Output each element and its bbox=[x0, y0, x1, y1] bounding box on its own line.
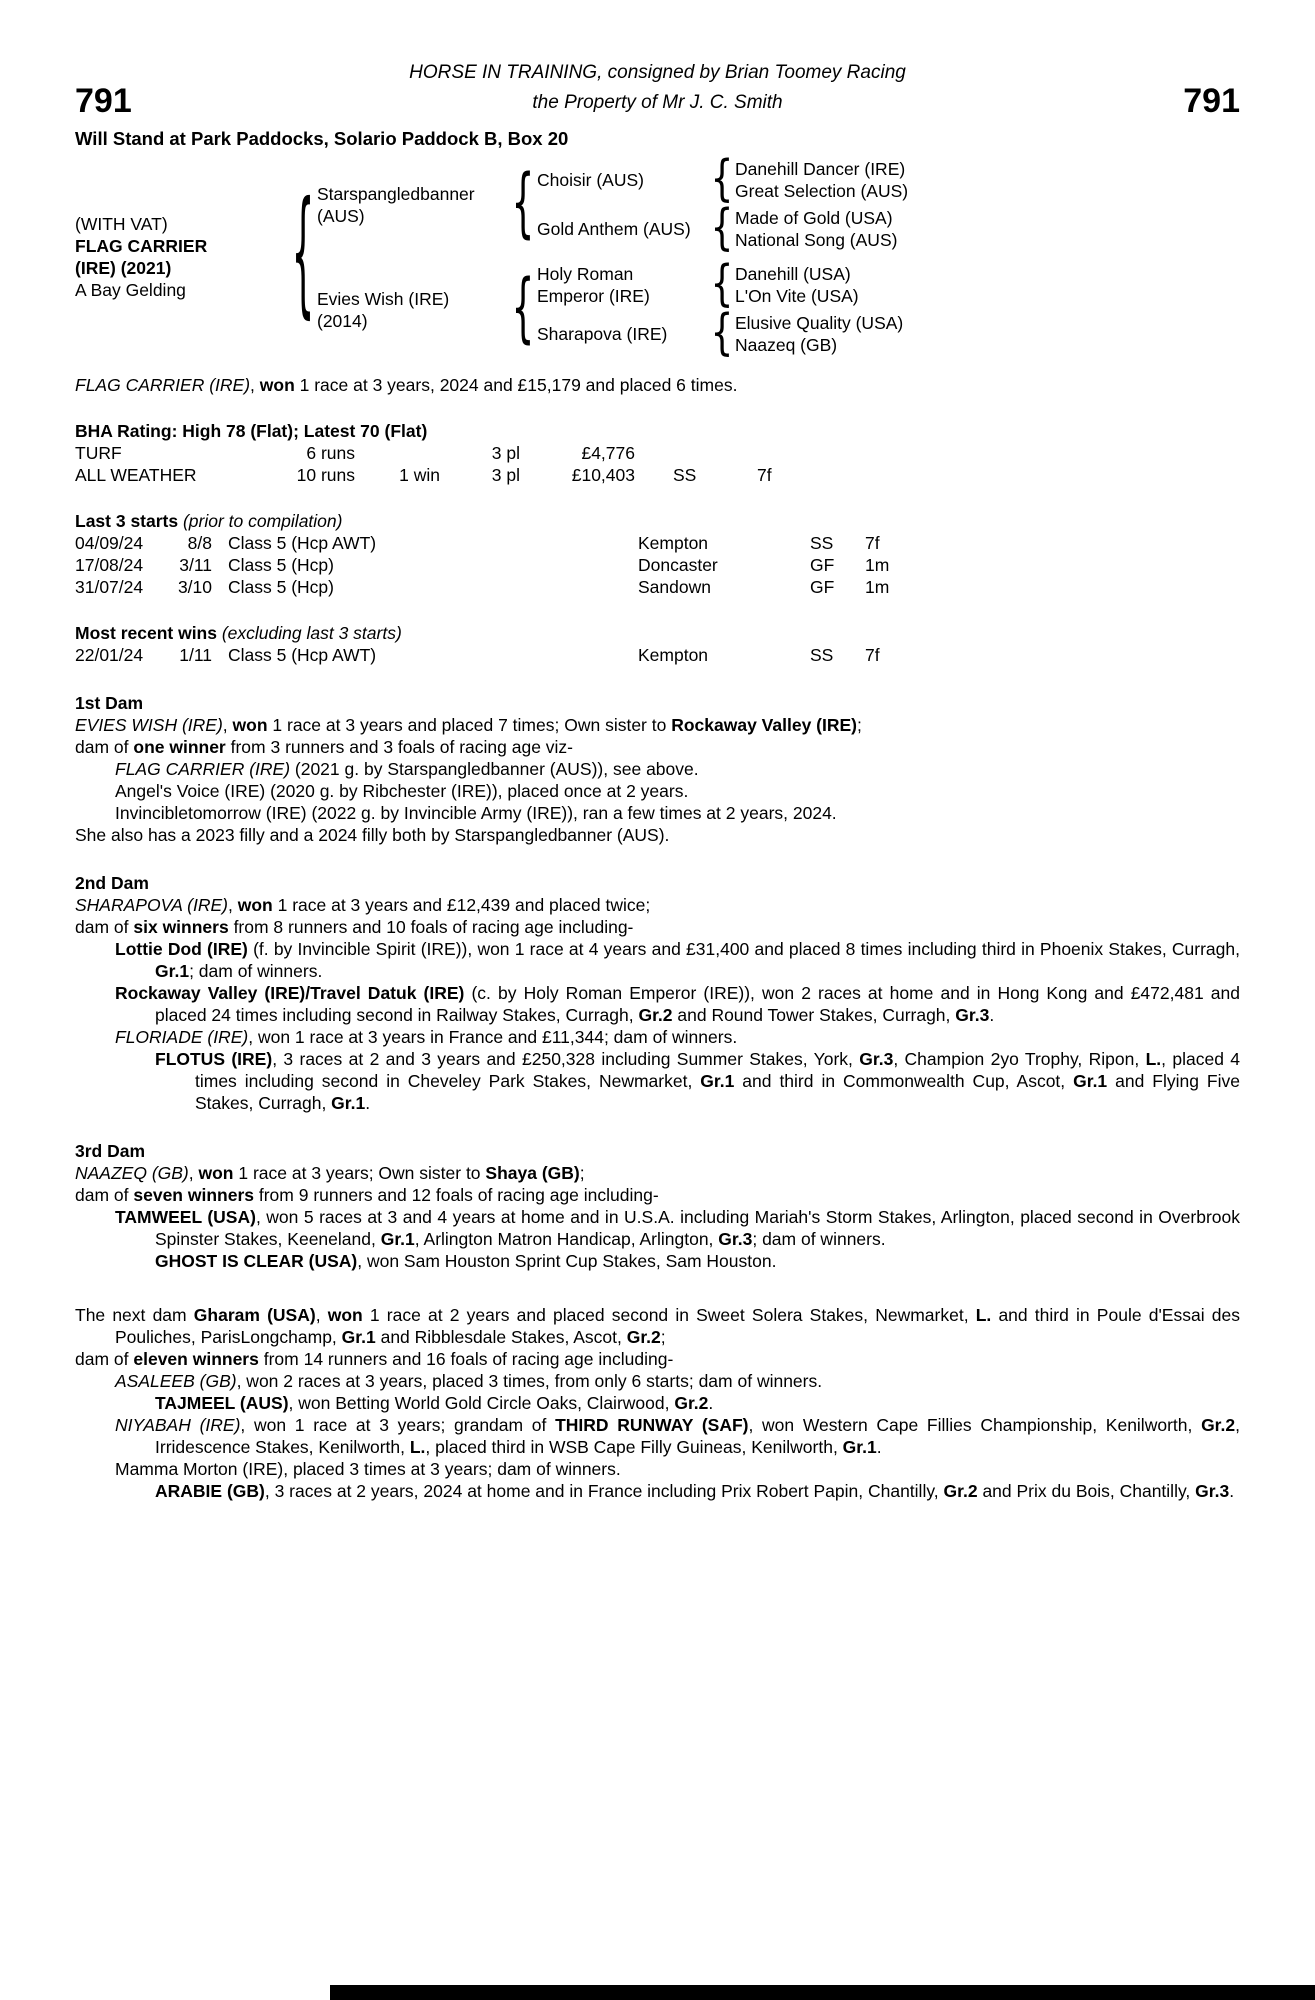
form-cell-course: Kempton bbox=[638, 533, 709, 553]
dam-dam-block bbox=[533, 305, 1240, 361]
ggp-name: Danehill (USA) bbox=[735, 264, 851, 284]
text-run: , placed third in WSB Cape Filly Guineas, Kenilworth, bbox=[425, 1437, 843, 1457]
text-run: Gr.2 bbox=[943, 1481, 978, 1501]
text-run: FLAG CARRIER (IRE) bbox=[75, 375, 251, 395]
ggp-name: Made of Gold (USA) bbox=[735, 208, 893, 228]
text-run: dam of bbox=[75, 1185, 134, 1205]
sire-sire-name bbox=[533, 169, 713, 191]
text-run: Gr.3 bbox=[859, 1049, 894, 1069]
text-run: , Arlington Matron Handicap, Arlington, bbox=[414, 1229, 719, 1249]
text-run: (prior to compilation) bbox=[178, 511, 343, 531]
text-run: , 3 races at 2 years, 2024 at home and in France including Prix Robert Papin, Chantilly, bbox=[264, 1481, 944, 1501]
text-run: , bbox=[315, 1305, 328, 1325]
text-run: won bbox=[198, 1163, 234, 1183]
form-cell-date: 31/07/24 bbox=[75, 577, 144, 597]
stats-cell-runs: 6 runs bbox=[306, 443, 355, 463]
lot-number-right: 791 bbox=[1183, 82, 1240, 120]
sire-branch bbox=[313, 151, 1240, 256]
text-run: won bbox=[237, 895, 273, 915]
dam-sire-name bbox=[533, 263, 713, 307]
pedigree-paragraph bbox=[75, 1206, 1240, 1250]
form-cell-pos: 3/11 bbox=[179, 555, 212, 575]
ggp-name: Danehill Dancer (IRE) bbox=[735, 159, 906, 179]
text-run: from 14 runners and 16 foals of racing age including- bbox=[258, 1349, 674, 1369]
sire-dam-parents bbox=[731, 207, 1240, 251]
text-run: Lottie Dod (IRE) bbox=[115, 939, 248, 959]
property-line: the Property of Mr J. C. Smith bbox=[532, 92, 783, 113]
text-run: Gr.2 bbox=[626, 1327, 661, 1347]
pedigree-paragraph bbox=[75, 1048, 1240, 1114]
form-section-heading bbox=[75, 510, 1240, 532]
text-run: NIYABAH (IRE) bbox=[115, 1415, 241, 1435]
form-row bbox=[75, 554, 1240, 576]
form-cell-date: 04/09/24 bbox=[75, 533, 144, 553]
form-cell-pos: 8/8 bbox=[187, 533, 212, 553]
form-cell-race: Class 5 (Hcp AWT) bbox=[228, 645, 377, 665]
text-run: Gr.2 bbox=[638, 1005, 673, 1025]
text-run: , bbox=[250, 375, 260, 395]
form-cell-going: GF bbox=[810, 555, 835, 575]
dam-dam-line1: Sharapova (IRE) bbox=[537, 324, 668, 344]
form-section bbox=[75, 510, 1240, 598]
text-run: L. bbox=[409, 1437, 426, 1457]
text-run: Rockaway Valley (IRE)/Travel Datuk (IRE) bbox=[115, 983, 465, 1003]
text-run: seven winners bbox=[133, 1185, 254, 1205]
dam-sire-brace: { bbox=[710, 256, 734, 312]
text-run: and Prix du Bois, Chantilly, bbox=[977, 1481, 1196, 1501]
text-run: , won 1 race at 3 years; grandam of bbox=[240, 1415, 556, 1435]
text-run: The next dam bbox=[75, 1305, 194, 1325]
text-run: , won Western Cape Fillies Championship, Kenilworth, bbox=[748, 1415, 1202, 1435]
page-edge-bar bbox=[330, 1985, 1315, 2000]
text-run: , Irridescence Stakes, Kenilworth, bbox=[155, 1415, 1240, 1457]
text-run: . bbox=[876, 1437, 882, 1457]
text-run: THIRD RUNWAY (SAF) bbox=[555, 1415, 749, 1435]
text-run: Invincibletomorrow (IRE) (2022 g. by Invincible Army (IRE)), ran a few times at 2 years, 2024. bbox=[115, 803, 837, 823]
text-run: NAAZEQ (GB) bbox=[75, 1163, 189, 1183]
pedigree-paragraph bbox=[75, 758, 1240, 780]
text-run: 1 race at 2 years and placed second in Sweet Solera Stakes, Newmarket, bbox=[362, 1305, 976, 1325]
horse-name: FLAG CARRIER bbox=[75, 236, 208, 256]
text-run: ASALEEB (GB) bbox=[115, 1371, 237, 1391]
text-run: and third in Poule d'Essai des Pouliches, ParisLongchamp, bbox=[115, 1305, 1240, 1347]
stats-cell-surface: ALL WEATHER bbox=[75, 465, 197, 485]
stats-row bbox=[75, 442, 1240, 464]
text-run: Last 3 starts bbox=[75, 511, 179, 531]
text-run: ; dam of winners. bbox=[189, 961, 323, 981]
form-cell-going: SS bbox=[810, 645, 834, 665]
stats-table bbox=[75, 442, 1240, 486]
form-cell-race: Class 5 (Hcp) bbox=[228, 555, 334, 575]
text-run: won bbox=[259, 375, 295, 395]
dam-heading: 1st Dam bbox=[75, 693, 144, 713]
text-run: She also has a 2023 filly and a 2024 filly both by Starspangledbanner (AUS). bbox=[75, 825, 670, 845]
text-run: . bbox=[989, 1005, 995, 1025]
text-run: Gr.3 bbox=[718, 1229, 753, 1249]
pedigree-paragraph bbox=[75, 1026, 1240, 1048]
pedigree-paragraph bbox=[75, 1162, 1240, 1184]
form-row bbox=[75, 644, 1240, 666]
form-cell-dist: 7f bbox=[865, 645, 880, 665]
text-run: TAMWEEL (USA) bbox=[115, 1207, 256, 1227]
text-run: Rockaway Valley (IRE) bbox=[671, 715, 857, 735]
pedigree-paragraph bbox=[75, 802, 1240, 824]
text-run: TAJMEEL (AUS) bbox=[155, 1393, 289, 1413]
text-run: and third in Commonwealth Cup, Ascot, bbox=[734, 1071, 1074, 1091]
stats-cell-runs: 10 runs bbox=[296, 465, 355, 485]
text-run: GHOST IS CLEAR (USA) bbox=[155, 1251, 358, 1271]
sire-sire-block bbox=[533, 151, 1240, 207]
consignor-line: HORSE IN TRAINING, consigned by Brian Toomey Racing bbox=[409, 62, 906, 83]
text-run: L. bbox=[975, 1305, 992, 1325]
pedigree-paragraph bbox=[75, 1304, 1240, 1348]
text-run: Most recent wins bbox=[75, 623, 217, 643]
form-cell-date: 22/01/24 bbox=[75, 645, 144, 665]
text-run: Gr.1 bbox=[331, 1093, 366, 1113]
pedigree-paragraph bbox=[75, 714, 1240, 736]
horse-description: A Bay Gelding bbox=[75, 280, 186, 300]
dam-sections bbox=[75, 692, 1240, 1502]
pedigree-paragraph bbox=[75, 916, 1240, 938]
text-run: Gr.1 bbox=[341, 1327, 376, 1347]
dam-section bbox=[75, 872, 1240, 1114]
dam-name-line1: Evies Wish (IRE) bbox=[317, 288, 450, 309]
sire-dam-name bbox=[533, 218, 713, 240]
dam-heading: 3rd Dam bbox=[75, 1141, 146, 1161]
text-run: L. bbox=[1145, 1049, 1162, 1069]
lot-number-left: 791 bbox=[75, 82, 132, 120]
form-cell-course: Sandown bbox=[638, 577, 711, 597]
stats-cell-going: SS bbox=[673, 465, 697, 485]
text-run: (2021 g. by Starspangledbanner (AUS)), see above. bbox=[290, 759, 699, 779]
text-run: , bbox=[188, 1163, 199, 1183]
dam-sire-parents bbox=[731, 263, 1240, 307]
text-run: one winner bbox=[133, 737, 226, 757]
form-cell-dist: 1m bbox=[865, 555, 890, 575]
ggp-name: Naazeq (GB) bbox=[735, 335, 838, 355]
form-section bbox=[75, 622, 1240, 666]
text-run: , Champion 2yo Trophy, Ripon, bbox=[893, 1049, 1146, 1069]
text-run: , won 5 races at 3 and 4 years at home and in U.S.A. including Mariah's Storm Stakes, Arlington, placed second in Overbrook Spinster Stakes, Keeneland, bbox=[155, 1207, 1240, 1249]
text-run: and Round Tower Stakes, Curragh, bbox=[672, 1005, 956, 1025]
text-run: dam of bbox=[75, 737, 134, 757]
dam-name bbox=[313, 288, 513, 332]
pedigree-paragraph bbox=[75, 1392, 1240, 1414]
text-run: , won Betting World Gold Circle Oaks, Clairwood, bbox=[288, 1393, 675, 1413]
text-run: , won 1 race at 3 years in France and £11,344; dam of winners. bbox=[248, 1027, 738, 1047]
pedigree-paragraph bbox=[75, 1184, 1240, 1206]
sire-sire-line1: Choisir (AUS) bbox=[537, 170, 644, 190]
text-run: won bbox=[232, 715, 268, 735]
form-cell-dist: 1m bbox=[865, 577, 890, 597]
form-row bbox=[75, 576, 1240, 598]
text-run: (c. by Holy Roman Emperor (IRE)), won 2 races at home and in Hong Kong and £472,481 and placed 24 times including second in Railway Stakes, Curragh, bbox=[155, 983, 1240, 1025]
sire-sire-parents bbox=[731, 158, 1240, 202]
dam-sire-block bbox=[533, 256, 1240, 312]
form-cell-pos: 1/11 bbox=[179, 645, 212, 665]
form-cell-going: GF bbox=[810, 577, 835, 597]
dam-dam-name bbox=[533, 323, 713, 345]
text-run: (f. by Invincible Spirit (IRE)), won 1 race at 4 years and £31,400 and placed 8 times including third in Phoenix Stakes, Curragh, bbox=[247, 939, 1240, 959]
header-center bbox=[215, 58, 1100, 118]
text-run: Gr.3 bbox=[955, 1005, 990, 1025]
form-cell-course: Kempton bbox=[638, 645, 709, 665]
pedigree-paragraph bbox=[75, 982, 1240, 1026]
dam-name-line2: (2014) bbox=[317, 310, 368, 331]
stats-cell-wins: 1 win bbox=[399, 465, 440, 485]
sire-dam-block bbox=[533, 200, 1240, 256]
text-run: and Ribblesdale Stakes, Ascot, bbox=[375, 1327, 627, 1347]
vat-note: (WITH VAT) bbox=[75, 214, 168, 234]
text-run: Gr.3 bbox=[1195, 1481, 1230, 1501]
text-run: EVIES WISH (IRE) bbox=[75, 715, 223, 735]
text-run: FLORIADE (IRE) bbox=[115, 1027, 249, 1047]
text-run: ; dam of winners. bbox=[752, 1229, 886, 1249]
text-run: eleven winners bbox=[133, 1349, 259, 1369]
stats-cell-distance bbox=[735, 442, 757, 464]
text-run: Mamma Morton (IRE), placed 3 times at 3 years; dam of winners. bbox=[115, 1459, 621, 1479]
stats-cell-wins bbox=[355, 442, 440, 464]
form-cell-course: Doncaster bbox=[638, 555, 718, 575]
stats-cell-earnings: £4,776 bbox=[581, 443, 635, 463]
text-run: won bbox=[327, 1305, 363, 1325]
sire-sire-brace: { bbox=[710, 151, 734, 207]
pedigree-root-brace: { bbox=[291, 177, 315, 333]
text-run: . bbox=[1229, 1481, 1235, 1501]
page-header bbox=[75, 58, 1240, 118]
pedigree-paragraph bbox=[75, 1250, 1240, 1272]
text-run: 1 race at 3 years and placed 7 times; Own sister to bbox=[267, 715, 672, 735]
text-run: , won 2 races at 3 years, placed 3 times, from only 6 starts; dam of winners. bbox=[236, 1371, 823, 1391]
pedigree-paragraph bbox=[75, 780, 1240, 802]
text-run: from 9 runners and 12 foals of racing age including- bbox=[254, 1185, 659, 1205]
sire-name-line2: (AUS) bbox=[317, 205, 365, 226]
ggp-name: L'On Vite (USA) bbox=[735, 286, 859, 306]
sire-dam-line1: Gold Anthem (AUS) bbox=[537, 219, 691, 239]
text-run: . bbox=[708, 1393, 714, 1413]
stats-cell-places: 3 pl bbox=[491, 443, 520, 463]
stats-cell-distance: 7f bbox=[757, 465, 772, 485]
dam-section bbox=[75, 1140, 1240, 1272]
form-cell-date: 17/08/24 bbox=[75, 555, 144, 575]
text-run: , bbox=[222, 715, 233, 735]
form-cell-pos: 3/10 bbox=[177, 577, 212, 597]
horse-suffix: (IRE) (2021) bbox=[75, 258, 172, 278]
text-run: from 8 runners and 10 foals of racing age including- bbox=[228, 917, 634, 937]
text-run: FLOTUS (IRE) bbox=[155, 1049, 273, 1069]
pedigree-paragraph bbox=[75, 824, 1240, 846]
form-cell-race: Class 5 (Hcp AWT) bbox=[228, 533, 377, 553]
text-run: from 3 runners and 3 foals of racing age viz- bbox=[225, 737, 574, 757]
dam-dam-parents bbox=[731, 312, 1240, 356]
text-run: Gr.1 bbox=[1073, 1071, 1108, 1091]
dam-section bbox=[75, 692, 1240, 846]
pedigree-paragraph bbox=[75, 1370, 1240, 1392]
text-run: Shaya (GB) bbox=[485, 1163, 580, 1183]
text-run: ; bbox=[579, 1163, 585, 1183]
pedigree-paragraph bbox=[75, 1458, 1240, 1480]
text-run: Gr.1 bbox=[380, 1229, 415, 1249]
text-run: Gr.1 bbox=[155, 961, 190, 981]
sire-brace: { bbox=[511, 160, 535, 247]
pedigree-paragraph bbox=[75, 894, 1240, 916]
form-sections bbox=[75, 510, 1240, 666]
form-row bbox=[75, 532, 1240, 554]
sire-dam-brace: { bbox=[710, 200, 734, 256]
race-record bbox=[75, 374, 1240, 396]
form-section-heading bbox=[75, 622, 1240, 644]
stats-cell-going bbox=[635, 442, 735, 464]
form-cell-dist: 7f bbox=[865, 533, 880, 553]
text-run: and Flying Five Stakes, Curragh, bbox=[195, 1071, 1240, 1113]
text-run: , bbox=[228, 895, 238, 915]
stand-location: Will Stand at Park Paddocks, Solario Paddock B, Box 20 bbox=[75, 128, 569, 149]
pedigree-paragraph bbox=[75, 1480, 1240, 1502]
sire-name-line1: Starspangledbanner bbox=[317, 183, 475, 204]
text-run: FLAG CARRIER (IRE) bbox=[115, 759, 291, 779]
stats-cell-places: 3 pl bbox=[491, 465, 520, 485]
dam-section bbox=[75, 1304, 1240, 1502]
pedigree-paragraph bbox=[75, 736, 1240, 758]
text-run: dam of bbox=[75, 1349, 134, 1369]
stats-cell-surface: TURF bbox=[75, 443, 122, 463]
text-run: Gharam (USA) bbox=[193, 1305, 316, 1325]
text-run: , 3 races at 2 and 3 years and £250,328 including Summer Stakes, York, bbox=[272, 1049, 860, 1069]
stats-row bbox=[75, 464, 1240, 486]
text-run: dam of bbox=[75, 917, 134, 937]
pedigree-table bbox=[75, 151, 1240, 361]
text-run: SHARAPOVA (IRE) bbox=[75, 895, 228, 915]
text-run: ; bbox=[660, 1327, 666, 1347]
ggp-name: Great Selection (AUS) bbox=[735, 181, 909, 201]
text-run: (excluding last 3 starts) bbox=[216, 623, 402, 643]
sire-grandparents bbox=[533, 151, 1240, 256]
text-run: six winners bbox=[133, 917, 229, 937]
text-run: 1 race at 3 years; Own sister to bbox=[233, 1163, 486, 1183]
sire-name bbox=[313, 183, 513, 227]
pedigree-paragraph bbox=[75, 1348, 1240, 1370]
ggp-name: National Song (AUS) bbox=[735, 230, 898, 250]
dam-sire-line2: Emperor (IRE) bbox=[537, 286, 650, 306]
pedigree-paragraph bbox=[75, 1414, 1240, 1458]
dam-brace: { bbox=[511, 265, 535, 352]
pedigree-paragraph bbox=[75, 938, 1240, 982]
text-run: Gr.1 bbox=[700, 1071, 735, 1091]
dam-branch bbox=[313, 256, 1240, 361]
form-cell-race: Class 5 (Hcp) bbox=[228, 577, 334, 597]
bha-rating: BHA Rating: High 78 (Flat); Latest 70 (Flat) bbox=[75, 421, 428, 441]
text-run: Gr.2 bbox=[1201, 1415, 1236, 1435]
text-run: 1 race at 3 years and £12,439 and placed twice; bbox=[272, 895, 651, 915]
dam-heading: 2nd Dam bbox=[75, 873, 149, 893]
text-run: 1 race at 3 years, 2024 and £15,179 and placed 6 times. bbox=[294, 375, 738, 395]
text-run: Gr.2 bbox=[674, 1393, 709, 1413]
dam-sire-line1: Holy Roman bbox=[537, 264, 634, 284]
text-run: , placed 4 times including second in Cheveley Park Stakes, Newmarket, bbox=[195, 1049, 1241, 1091]
stats-cell-earnings: £10,403 bbox=[571, 465, 635, 485]
ggp-name: Elusive Quality (USA) bbox=[735, 313, 904, 333]
text-run: , won Sam Houston Sprint Cup Stakes, Sam Houston. bbox=[357, 1251, 777, 1271]
text-run: Angel's Voice (IRE) (2020 g. by Ribchester (IRE)), placed once at 2 years. bbox=[115, 781, 689, 801]
dam-grandparents bbox=[533, 256, 1240, 361]
dam-dam-brace: { bbox=[710, 305, 734, 361]
pedigree-tree bbox=[313, 151, 1240, 361]
text-run: ARABIE (GB) bbox=[155, 1481, 265, 1501]
text-run: . bbox=[365, 1093, 371, 1113]
text-run: ; bbox=[857, 715, 862, 735]
horse-info bbox=[75, 213, 293, 301]
form-cell-going: SS bbox=[810, 533, 834, 553]
text-run: Gr.1 bbox=[842, 1437, 877, 1457]
